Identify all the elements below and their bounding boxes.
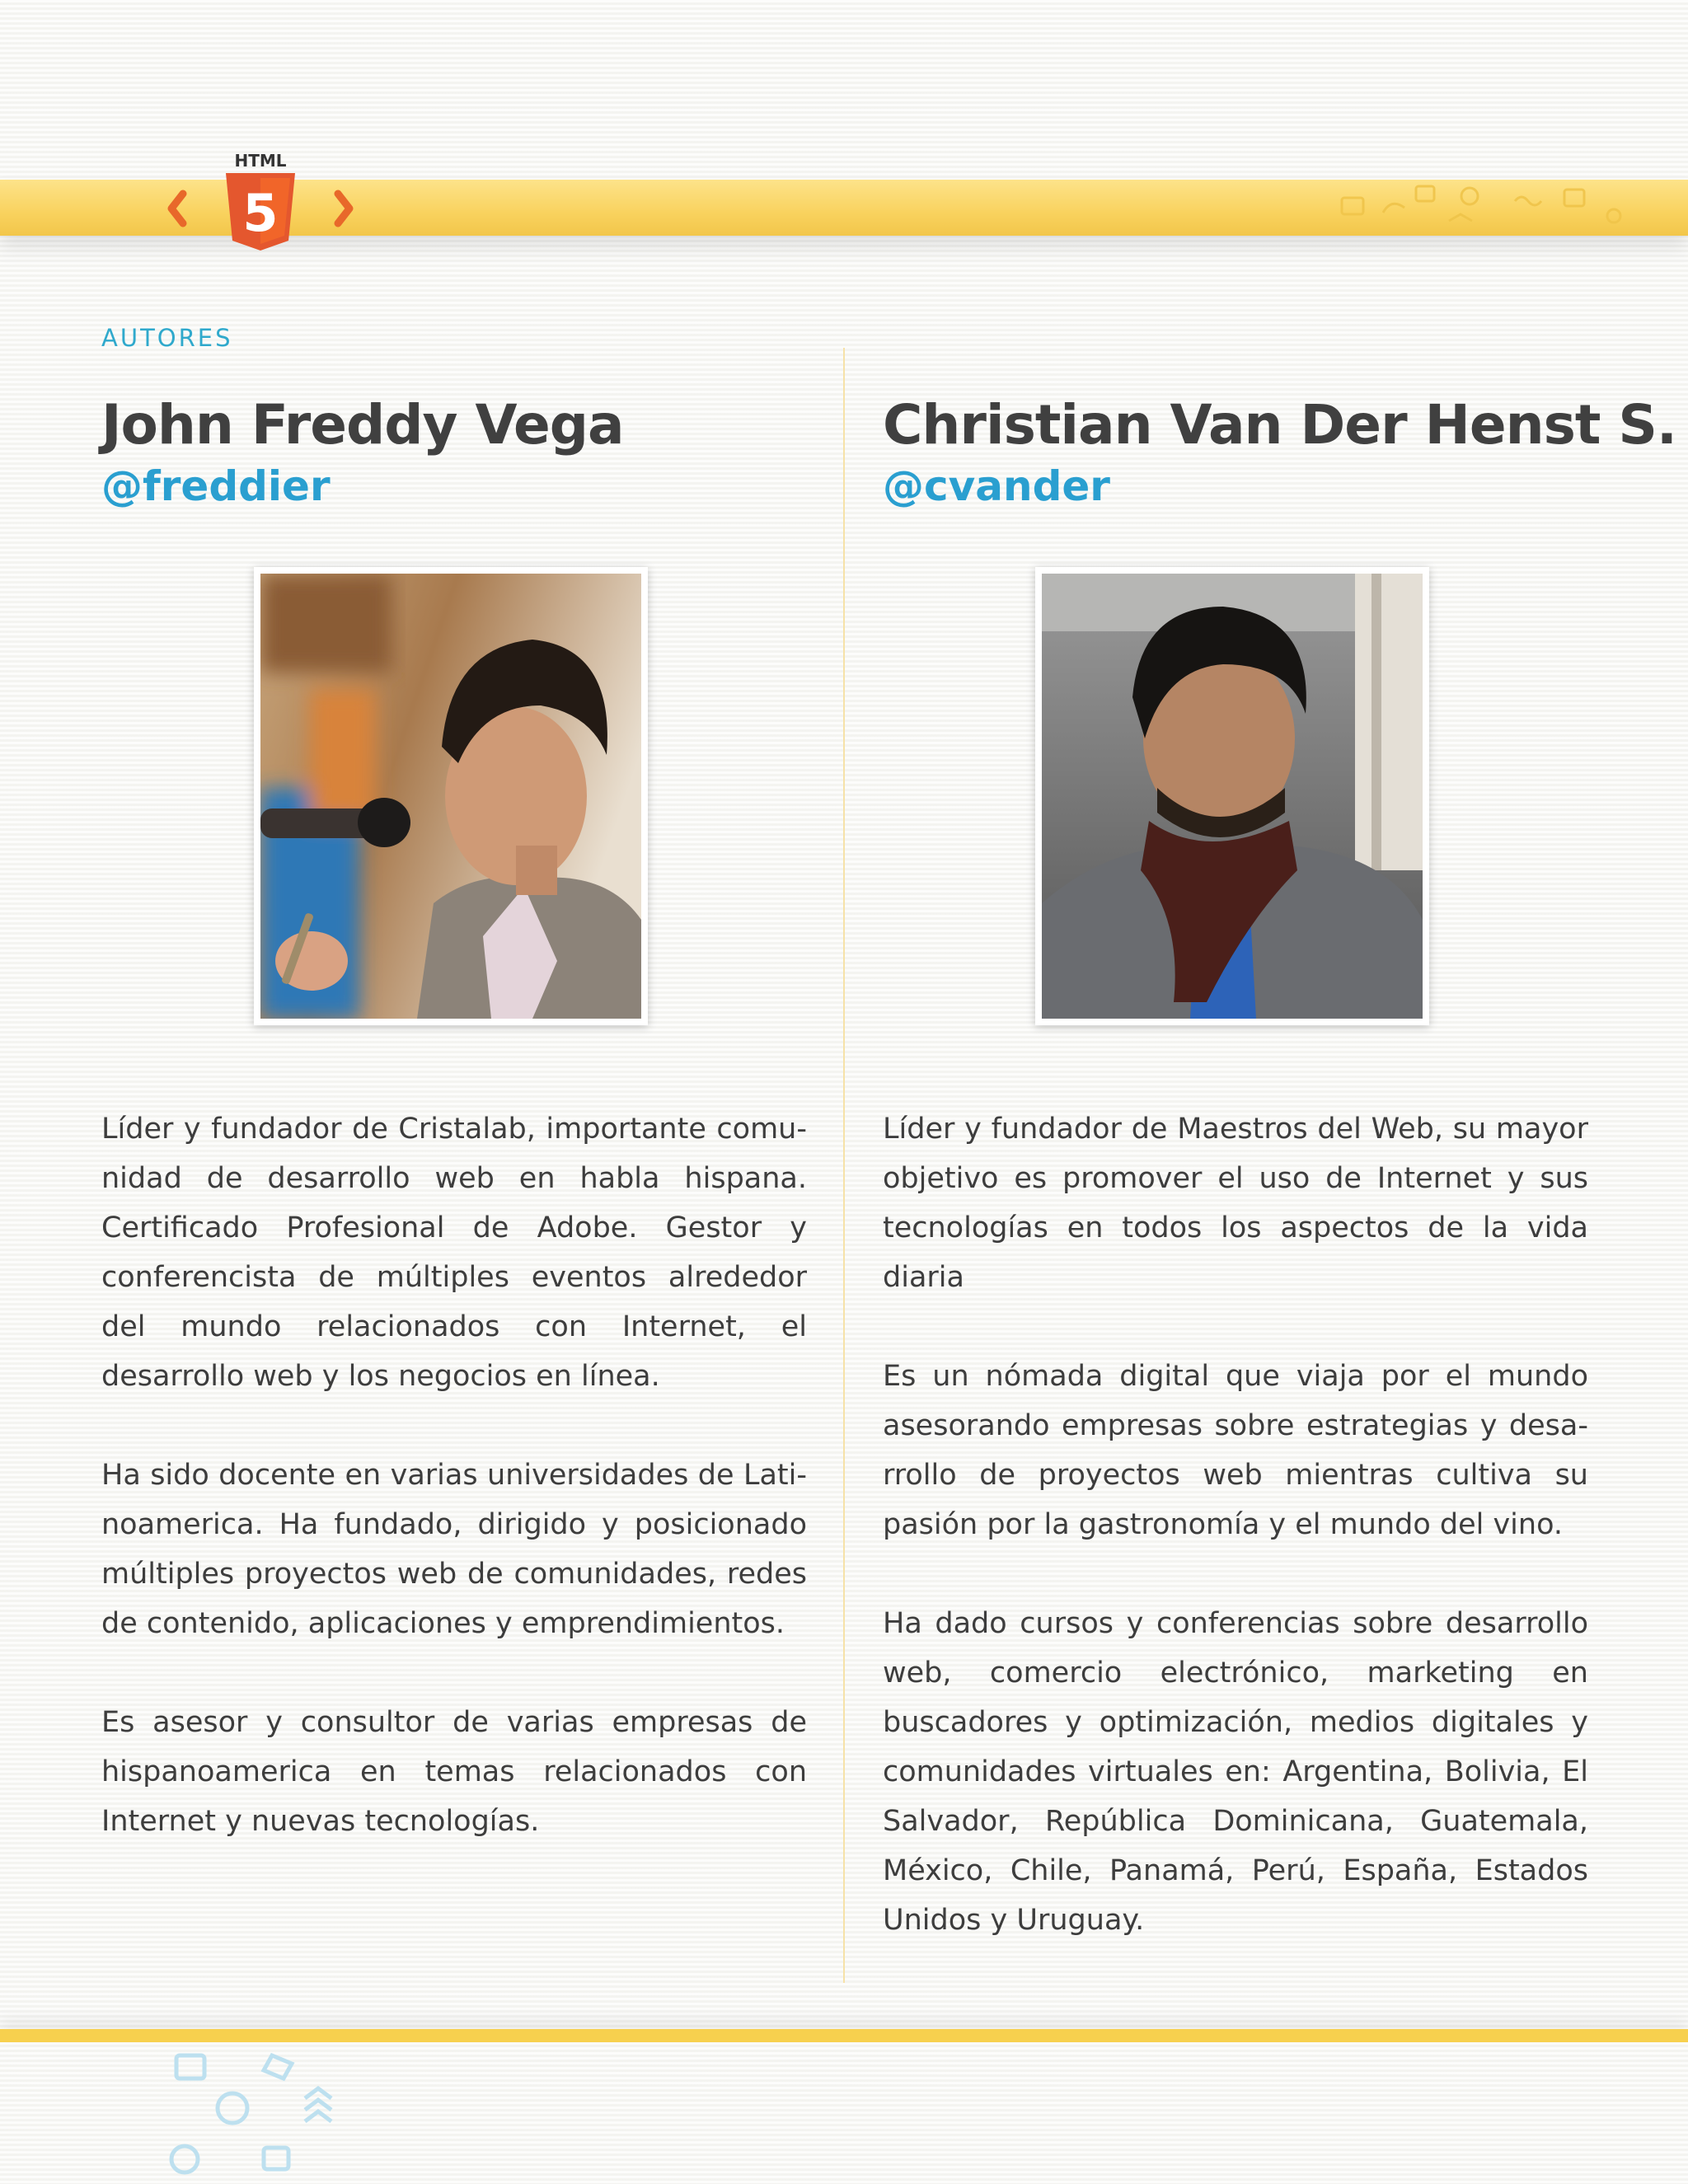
leaf-icon xyxy=(264,2055,292,2079)
tech-icons-pattern xyxy=(1325,180,1655,236)
bio-paragraph: Ha dado cursos y conferencias sobre desarrollo web, comercio electrónico, marketing en buscadores y optimización, medios digitales y comunidades virtuales en: Argentina, Bolivia, El Salvador, República Dominicana, Guatemala, México, Chile, Panamá, Perú, España, Estados Unidos y Uruguay. xyxy=(883,1607,1588,1937)
monitor-icon xyxy=(1342,198,1363,214)
window-icon xyxy=(1564,190,1584,206)
author-column-right xyxy=(883,387,1677,1937)
refresh-icon xyxy=(218,2093,247,2123)
swirl-icon xyxy=(1383,204,1404,213)
tech-icons-pattern xyxy=(157,2044,371,2184)
gear-icon xyxy=(1461,188,1478,204)
author-bio xyxy=(101,1104,807,1896)
bio-paragraph: Es un nómada digital que viaja por el mundo asesorando empresas sobre estrategias y desarrollo de proyectos web mientras cultiva su pasión por la gastronomía y el mundo del vino. xyxy=(883,1360,1588,1541)
author-photo xyxy=(260,574,641,1019)
bio-paragraph: Es asesor y consultor de varias empresas de hispanoamerica en temas relacionados con Internet y nuevas tecnologías. xyxy=(101,1706,807,1838)
tv-icon xyxy=(264,2148,288,2169)
svg-text:HTML: HTML xyxy=(234,151,287,171)
html5-logo xyxy=(165,148,356,255)
left-chevron-icon xyxy=(171,194,183,223)
author-column-left xyxy=(101,387,807,1838)
author-name: John Freddy Vega xyxy=(101,393,624,457)
author-photo xyxy=(1042,574,1423,1019)
svg-text:5: 5 xyxy=(242,183,279,243)
bio-paragraph: Líder y fundador de Cristalab, importante comunidad de desarrollo web en habla hispana. Certificado Profesional de Adobe. Gestor y conferencista de múltiples eventos alrededor del mundo relacionados con Internet, el desarrollo web y los negocios en línea. xyxy=(101,1113,807,1393)
wave-icon xyxy=(1515,197,1541,205)
author-photo-frame xyxy=(1035,567,1429,1025)
author-name: Christian Van Der Henst S. xyxy=(883,393,1677,457)
chat-icon xyxy=(1416,186,1434,201)
chevron-icon xyxy=(1449,214,1472,221)
bio-paragraph: Ha sido docente en varias universidades de Latinoamerica. Ha fundado, dirigido y posicionado múltiples proyectos web de comunidades, redes de contenido, aplicaciones y emprendimientos. xyxy=(101,1459,807,1640)
right-chevron-icon xyxy=(338,194,349,223)
author-handle[interactable]: @freddier xyxy=(101,462,331,510)
monitor-icon xyxy=(176,2055,204,2079)
gear-icon xyxy=(171,2146,198,2172)
author-bio xyxy=(883,1104,1588,1994)
bio-paragraph: Líder y fundador de Maestros del Web, su mayor objetivo es promover el uso de Internet y sus tecnologías en todos los aspectos de la vida diaria xyxy=(883,1113,1588,1294)
column-divider xyxy=(843,348,845,1983)
bottom-yellow-band xyxy=(0,2029,1688,2042)
author-handle[interactable]: @cvander xyxy=(883,462,1110,510)
circle-icon xyxy=(1607,209,1620,223)
section-label: AUTORES xyxy=(101,324,233,352)
layers-icon xyxy=(305,2088,331,2121)
author-photo-frame xyxy=(254,567,648,1025)
